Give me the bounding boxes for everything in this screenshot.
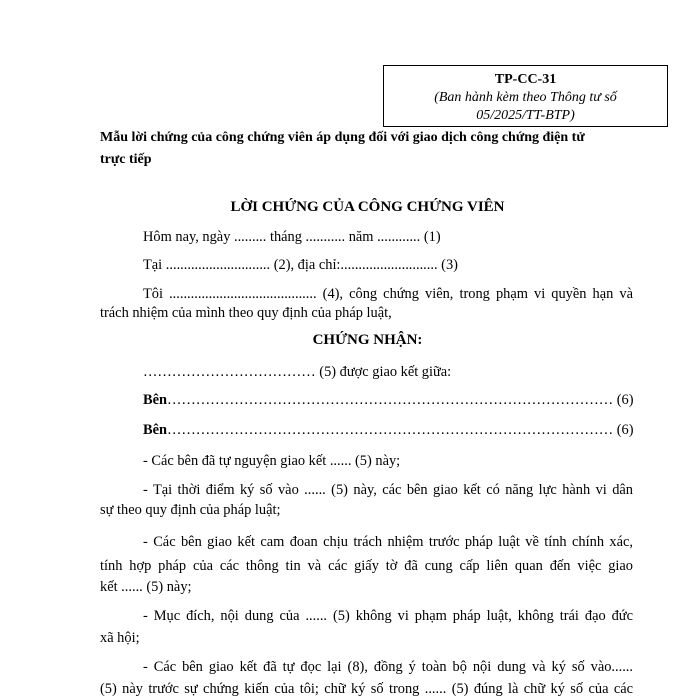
clause5-line2: (5) này trước sự chứng kiến của tôi; chữ ký số trong ...... (5) đúng là chữ ký số của các [100,681,633,697]
certify-title: CHỨNG NHẬN: [312,332,423,348]
clause5-line1: - Các bên giao kết đã tự đọc lại (8), đồng ý toàn bộ nội dung và ký số vào...... [143,659,633,675]
clause4-line1: - Mục đích, nội dung của ...... (5) không vi phạm pháp luật, không trái đạo đức [143,608,633,624]
clause3-line2: tính hợp pháp của các thông tin và các giấy tờ đã cung cấp liên quan đến việc giao [100,558,633,574]
party2-label: Bên [143,422,167,438]
document-title: LỜI CHỨNG CỦA CÔNG CHỨNG VIÊN [230,199,505,215]
heading-line1: Mẫu lời chứng của công chứng viên áp dụng đối với giao dịch công chứng điện tử [100,130,585,145]
party1-line [100,389,633,411]
template-heading [100,127,660,171]
clause1: - Các bên đã tự nguyện giao kết ...... (5) này; [143,453,401,469]
notary-line2: trách nhiệm của mình theo quy định của pháp luật, [100,305,392,321]
place-line: Tại ............................. (2), địa chỉ:........................... (3) [143,257,458,273]
clause2-line1: - Tại thời điểm ký số vào ...... (5) này, các bên giao kết có năng lực hành vi dân [143,482,633,498]
clause3-line1: - Các bên giao kết cam đoan chịu trách nhiệm trước pháp luật về tính chính xác, [143,534,633,550]
party2-line [100,419,633,441]
party2-placeholder: ………………………………………………………………………………… (6) [167,422,633,438]
clause2-line2: sự theo quy định của pháp luật; [100,502,281,518]
party1-placeholder: ………………………………………………………………………………… (6) [167,392,633,408]
contract-line: ……………………………… (5) được giao kết giữa: [143,364,452,380]
date-line: Hôm nay, ngày ......... tháng ........... năm ............ (1) [143,229,441,245]
clause3-line3: kết ...... (5) này; [100,579,192,595]
clause4-line2: xã hội; [100,630,140,646]
form-note-line2: 05/2025/TT-BTP) [476,108,575,123]
party1-label: Bên [143,392,167,408]
form-code-box [383,65,668,127]
heading-line2: trực tiếp [100,152,152,167]
form-code: TP-CC-31 [494,72,557,87]
form-note-line1: (Ban hành kèm theo Thông tư số [434,90,617,105]
notary-line1: Tôi ......................................... (4), công chứng viên, trong phạm vi quyền hạn và [143,286,633,302]
